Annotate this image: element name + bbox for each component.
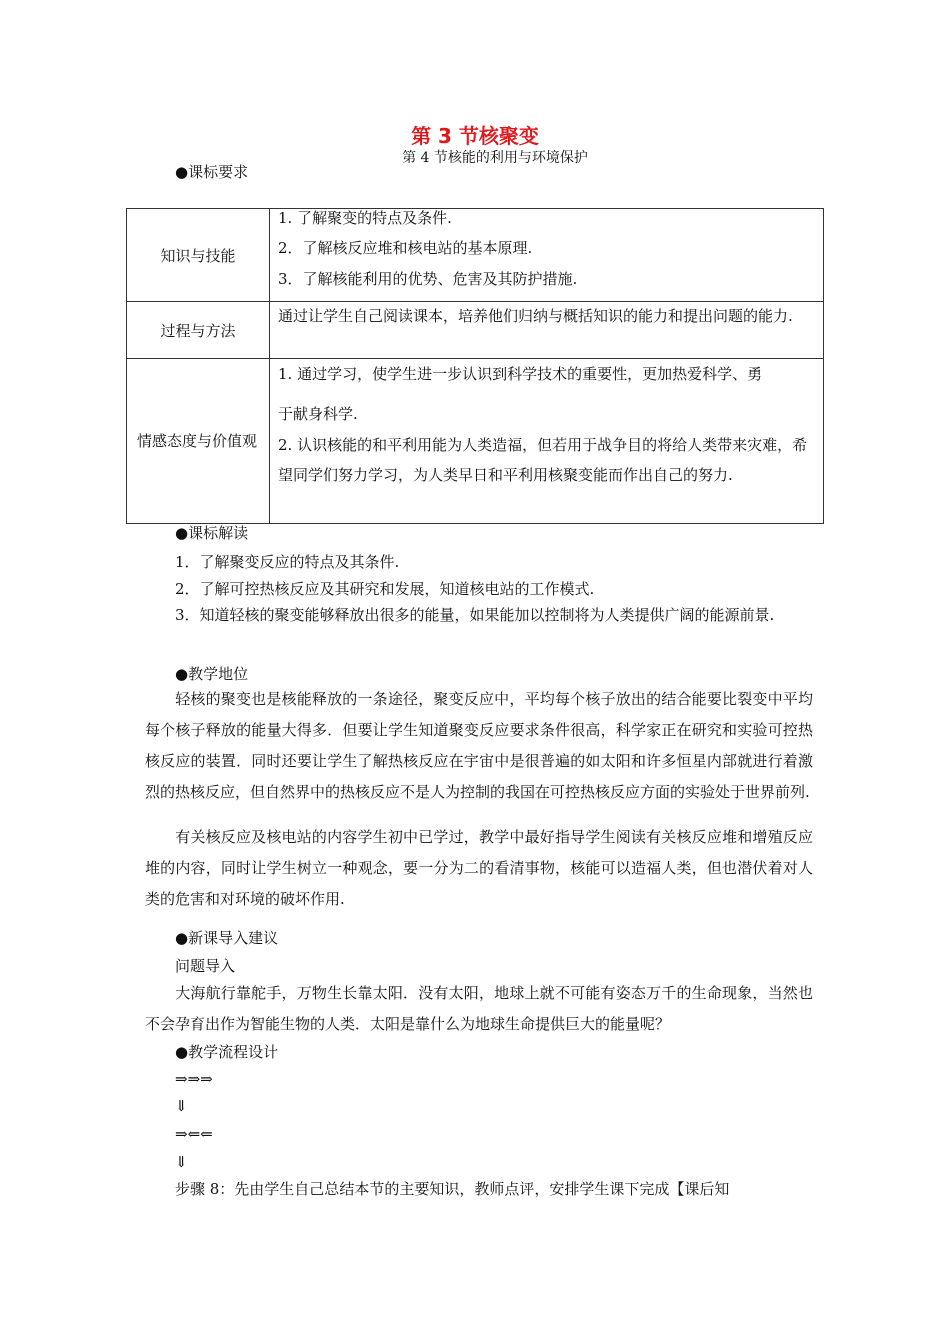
- section-heading-interpret: ●课标解读: [175, 524, 249, 542]
- table-row-process: [127, 302, 824, 359]
- position-paragraph-2-text: 有关核反应及核电站的内容学生初中已学过，教学中最好指导学生阅读有关核反应堆和增殖反应堆的内容，同时让学生树立一种观念，要一分为二的看清事物，核能可以造福人类，但也潜伏着对人类的危害和对环境的破坏作用.: [145, 828, 813, 908]
- section-heading-standard: ●课标要求: [175, 163, 249, 181]
- row-head-attitude: 情感态度与价值观: [127, 359, 270, 524]
- position-paragraph-1-text: 轻核的聚变也是核能释放的一条途径，聚变反应中，平均每个核子放出的结合能要比裂变中平均每个核子释放的能量大得多．但要让学生知道聚变反应要求条件很高，科学家正在研究和实验可控热核反应的装置．同时还要让学生了解热核反应在宇宙中是很普遍的如太阳和许多恒星内部就进行着激烈的热核反应，但自然界中的热核反应不是人为控制的我国在可控热核反应方面的实验处于世界前列.: [145, 690, 813, 801]
- page-title: 第 3 节核聚变: [411, 124, 539, 148]
- attitude-line-1a: 1. 通过学习，使学生进一步认识到科学技术的重要性，更加热爱科学、勇: [278, 365, 763, 383]
- section-heading-intro: ●新课导入建议: [175, 929, 279, 947]
- intro-label: 问题导入: [175, 957, 236, 975]
- knowledge-line-2: 2．了解核反应堆和核电站的基本原理.: [278, 239, 533, 257]
- interpret-item-3-text: 3．知道轻核的聚变能够释放出很多的能量，如果能加以控制将为人类提供广阔的能源前景.: [175, 606, 775, 624]
- row-body-process: [270, 302, 824, 359]
- table-row-attitude: [127, 359, 824, 524]
- row-head-process: 过程与方法: [127, 302, 270, 359]
- standard-table: [126, 208, 824, 524]
- row-body-attitude: [270, 359, 824, 524]
- flow-arrows-1: ⇒⇒⇒: [175, 1070, 213, 1088]
- attitude-line-2: 2. 认识核能的和平利用能为人类造福，但若用于战争目的将给人类带来灾难，希望同学们努力学习，为人类早日和平利用核聚变能而作出自己的努力.: [278, 436, 808, 484]
- step-8-text: 步骤 8：先由学生自己总结本节的主要知识，教师点评，安排学生课下完成【课后知: [175, 1180, 730, 1198]
- knowledge-line-3: 3．了解核能利用的优势、危害及其防护措施.: [278, 270, 578, 288]
- interpret-item-3: [145, 600, 813, 631]
- knowledge-line-1: 1. 了解聚变的特点及条件.: [278, 209, 452, 227]
- intro-paragraph-text: 大海航行靠舵手，万物生长靠太阳．没有太阳，地球上就不可能有姿态万千的生命现象，当然也不会孕育出作为智能生物的人类．太阳是靠什么为地球生命提供巨大的能量呢？: [145, 984, 813, 1033]
- flow-arrow-down-2: ⇓: [175, 1153, 188, 1171]
- section-heading-flow: ●教学流程设计: [175, 1043, 279, 1061]
- row-head-knowledge: 知识与技能: [127, 209, 270, 302]
- process-text: 通过让学生自己阅读课本，培养他们归纳与概括知识的能力和提出问题的能力.: [278, 307, 793, 325]
- attitude-line-1b: 于献身科学.: [278, 405, 358, 423]
- intro-paragraph: [145, 978, 813, 1040]
- page-subtitle: 第 4 节核能的利用与环境保护: [402, 150, 588, 166]
- table-row-knowledge: [127, 209, 824, 302]
- flow-arrows-2: ⇒⇐⇐: [175, 1125, 213, 1143]
- interpret-item-1: 1．了解聚变反应的特点及其条件.: [175, 553, 400, 571]
- position-paragraph-2: [145, 822, 813, 915]
- section-heading-position: ●教学地位: [175, 665, 249, 683]
- interpret-item-2: 2．了解可控热核反应及其研究和发展，知道核电站的工作模式.: [175, 580, 595, 598]
- flow-arrow-down-1: ⇓: [175, 1097, 188, 1115]
- row-body-knowledge: [270, 209, 824, 302]
- position-paragraph-1: [145, 684, 813, 808]
